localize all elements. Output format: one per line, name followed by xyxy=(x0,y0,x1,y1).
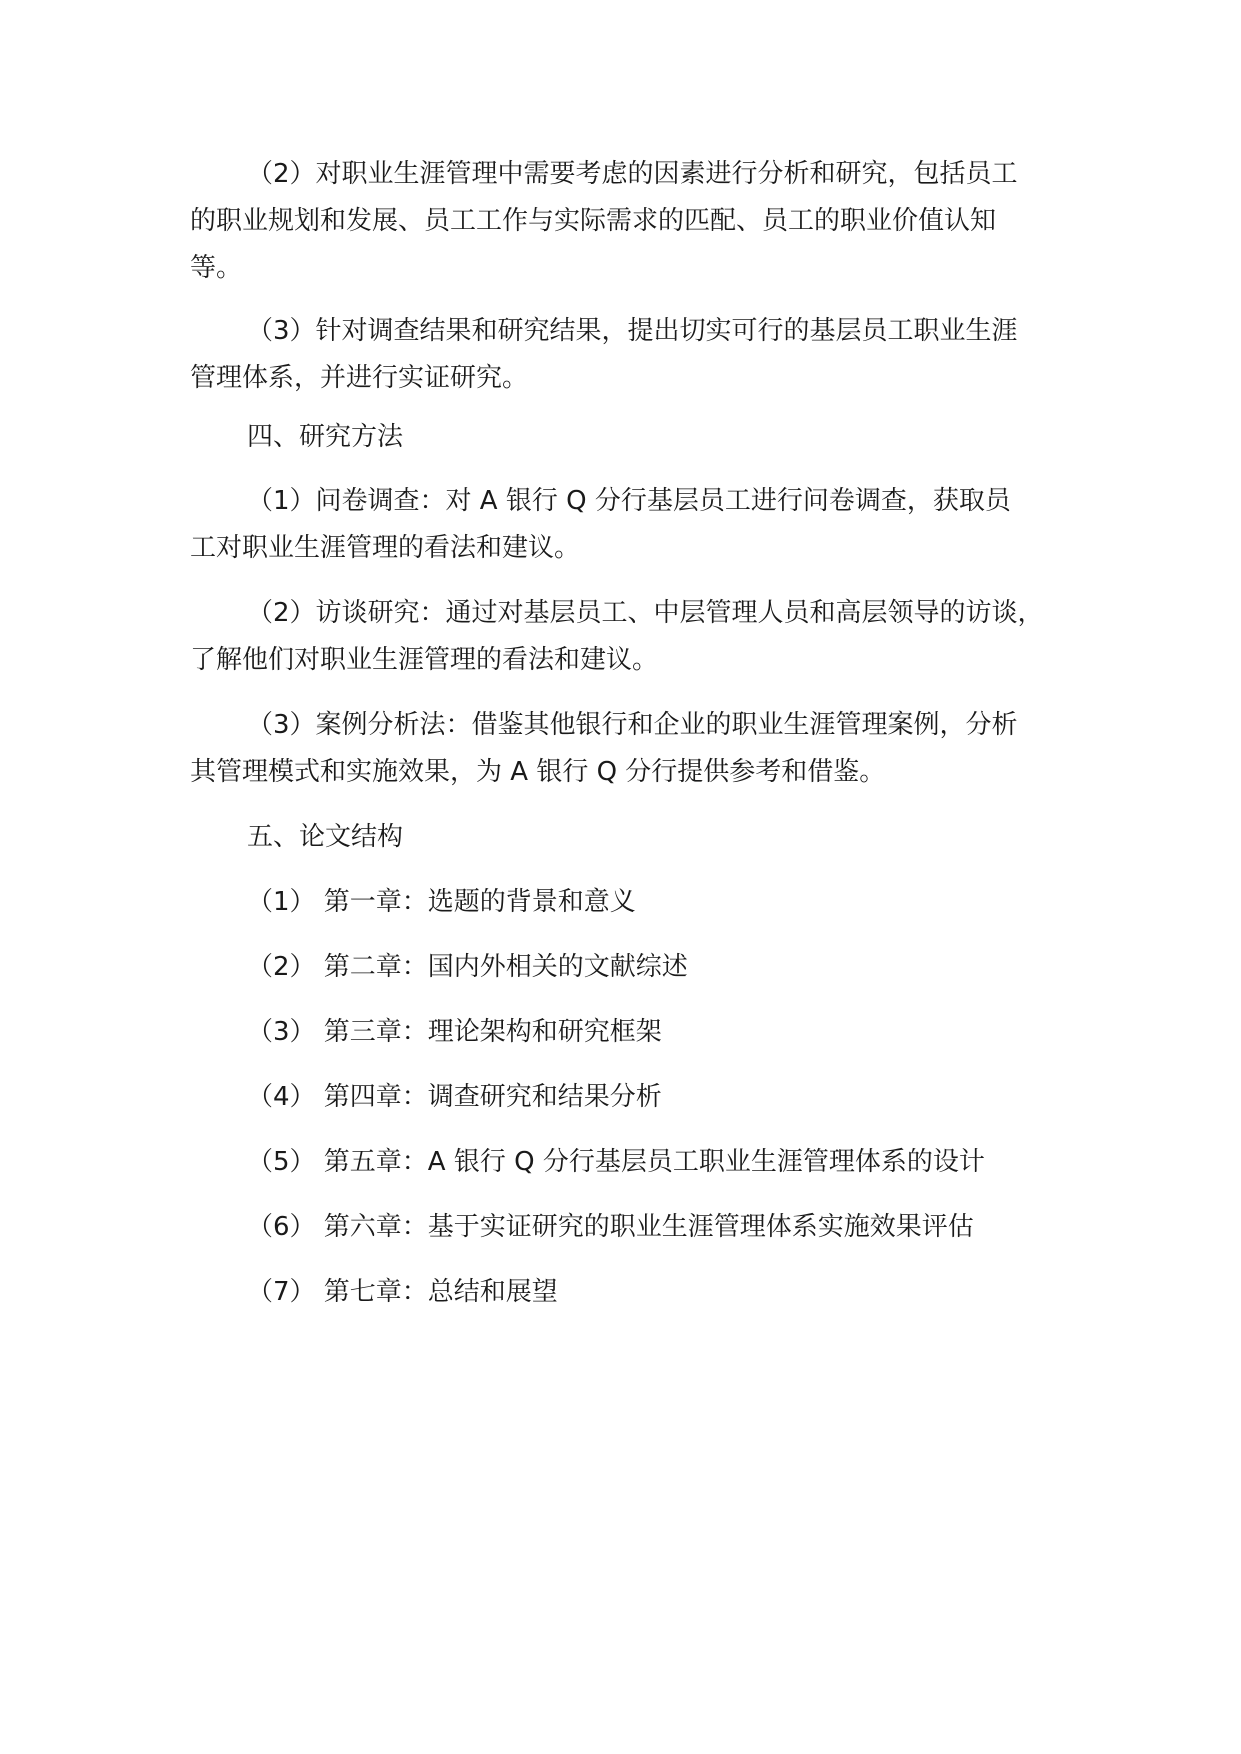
chapter-text: （3） 第三章：理论架构和研究框架 xyxy=(247,1017,662,1047)
chapter-list-item xyxy=(190,1269,1080,1316)
chapter-text: （6） 第六章：基于实证研究的职业生涯管理体系实施效果评估 xyxy=(247,1212,974,1242)
chapter-text: （1） 第一章：选题的背景和意义 xyxy=(247,887,636,917)
chapter-list-item xyxy=(190,1074,1080,1121)
section-heading-methods xyxy=(190,414,1080,461)
chapter-list-item xyxy=(190,944,1080,991)
text-line: 等。 xyxy=(190,253,243,283)
text-line: 了解他们对职业生涯管理的看法和建议。 xyxy=(190,645,659,675)
text-line: （2）访谈研究：通过对基层员工、中层管理人员和高层领导的访谈， xyxy=(247,598,1044,628)
chapter-text: （4） 第四章：调查研究和结果分析 xyxy=(247,1082,662,1112)
chapter-text: （2） 第二章：国内外相关的文献综述 xyxy=(247,952,688,982)
chapter-list-item xyxy=(190,879,1080,926)
text-line: （1）问卷调查：对 A 银行 Q 分行基层员工进行问卷调查，获取员 xyxy=(247,486,1011,516)
section-heading-structure xyxy=(190,814,1080,861)
paragraph-questionnaire xyxy=(190,478,1080,572)
chapter-text: （5） 第五章：A 银行 Q 分行基层员工职业生涯管理体系的设计 xyxy=(247,1147,985,1177)
text-line: 管理体系，并进行实证研究。 xyxy=(190,363,529,393)
paragraph-interview xyxy=(190,590,1080,684)
paragraph-factor-analysis xyxy=(190,151,1080,292)
chapter-list-item xyxy=(190,1009,1080,1056)
text-line: （3）针对调查结果和研究结果，提出切实可行的基层员工职业生涯 xyxy=(247,316,1018,346)
text-line: 的职业规划和发展、员工工作与实际需求的匹配、员工的职业价值认知 xyxy=(190,206,997,236)
text-line: （3）案例分析法：借鉴其他银行和企业的职业生涯管理案例，分析 xyxy=(247,710,1018,740)
text-line: 其管理模式和实施效果，为 A 银行 Q 分行提供参考和借鉴。 xyxy=(190,757,886,787)
chapter-text: （7） 第七章：总结和展望 xyxy=(247,1277,558,1307)
text-line: （2）对职业生涯管理中需要考虑的因素进行分析和研究，包括员工 xyxy=(247,159,1018,189)
heading-text: 四、研究方法 xyxy=(247,422,404,452)
paragraph-case-analysis xyxy=(190,702,1080,796)
chapter-list-item xyxy=(190,1204,1080,1251)
text-line: 工对职业生涯管理的看法和建议。 xyxy=(190,533,581,563)
heading-text: 五、论文结构 xyxy=(247,822,404,852)
chapter-list-item xyxy=(190,1139,1080,1186)
paragraph-practical-system xyxy=(190,308,1080,402)
